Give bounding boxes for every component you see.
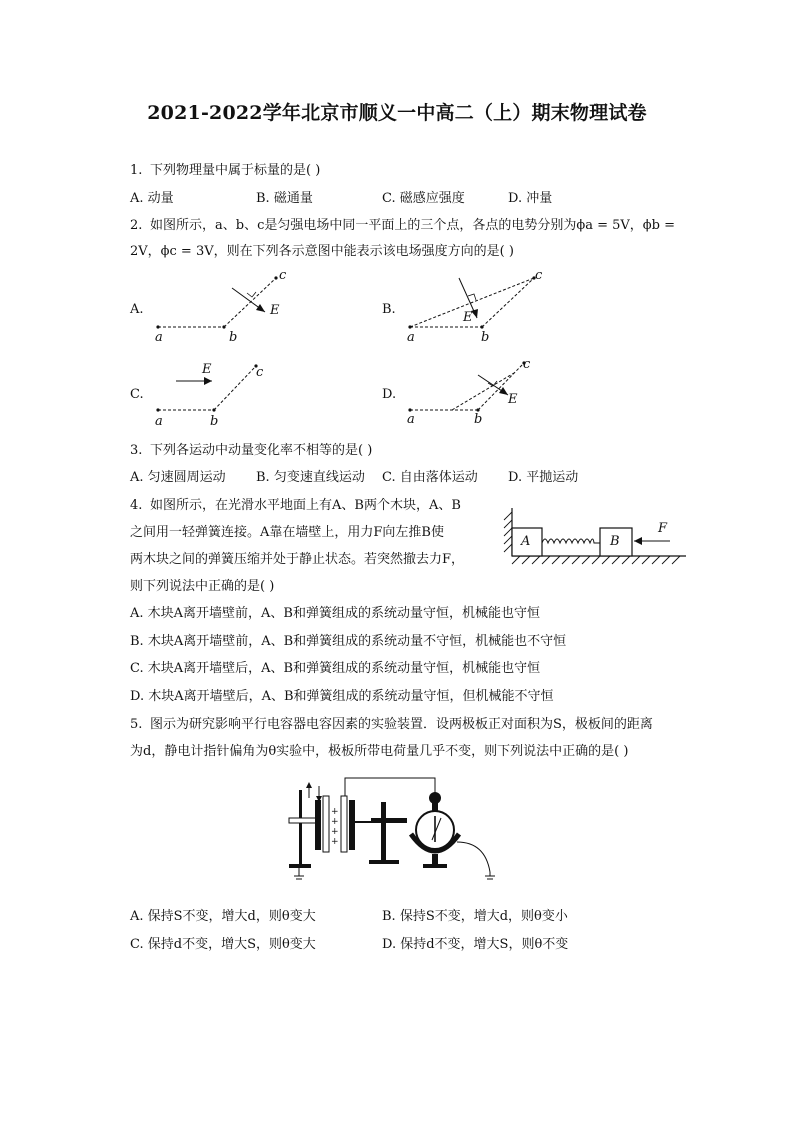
q5-option-c: C. 保持d不变，增大S，则θ变大 (130, 937, 316, 952)
question-5-number: 5. (130, 717, 143, 732)
q2b-point-a: a (407, 330, 415, 345)
question-1-number: 1. (130, 163, 143, 178)
question-4-stem-line4: 则下列说法中正确的是( ) (130, 579, 275, 594)
q2c-field-e: E (202, 362, 212, 377)
q2b-point-c: c (535, 268, 543, 283)
q2c-point-a: a (155, 414, 163, 429)
q1-option-d: D. 冲量 (508, 191, 553, 206)
question-3-number: 3. (130, 443, 143, 458)
q5-option-b: B. 保持S不变，增大d，则θ变小 (382, 909, 568, 924)
question-4-text-1: 如图所示，在光滑水平地面上有A、B两个木块，A、B (150, 498, 461, 513)
q2a-point-c: c (279, 268, 287, 283)
page-title: 2021-2022学年北京市顺义一中高二（上）期末物理试卷 (147, 102, 647, 124)
q2b-field-e: E (463, 310, 473, 325)
svg-text:+: + (331, 817, 339, 827)
q2d-field-e: E (508, 392, 518, 407)
q4-force-f: F (658, 521, 668, 536)
q2-option-b-label: B. (382, 302, 396, 317)
q2-option-a-label: A. (130, 302, 144, 317)
question-2-stem-line1 (130, 218, 675, 234)
q4-option-b: B. 木块A离开墙壁前，A、B和弹簧组成的系统动量不守恒，机械能也不守恒 (130, 634, 567, 649)
q1-option-a: A. 动量 (130, 191, 174, 206)
svg-text:+: + (331, 807, 339, 817)
question-4-stem-line1 (130, 498, 461, 514)
q1-option-c: C. 磁感应强度 (382, 191, 465, 206)
svg-text:+: + (331, 827, 339, 837)
q2b-point-b: b (481, 330, 490, 345)
svg-text:+: + (331, 837, 339, 847)
q2-option-d-label: D. (382, 387, 397, 402)
q2-option-c-label: C. (130, 387, 144, 402)
question-3-stem (130, 443, 372, 459)
q2d-point-b: b (474, 412, 483, 427)
question-4-stem-line2: 之间用一轻弹簧连接。A靠在墙壁上，用力F向左推B使 (130, 525, 444, 540)
q2-diagram-b (402, 270, 552, 350)
q3-option-a: A. 匀速圆周运动 (130, 470, 226, 485)
question-1-stem (130, 163, 320, 179)
q2c-point-c: c (256, 365, 264, 380)
question-2-stem-line2: 2V，ϕc = 3V，则在下列各示意图中能表示该电场强度方向的是( ) (130, 244, 514, 259)
q4-block-b: B (610, 534, 620, 549)
q5-option-d: D. 保持d不变，增大S，则θ不变 (382, 937, 569, 952)
question-3-text: 下列各运动中动量变化率不相等的是( ) (150, 443, 373, 458)
question-5-stem-line1 (130, 717, 653, 733)
q2a-point-a: a (155, 330, 163, 345)
question-4-number: 4. (130, 498, 143, 513)
q2d-point-a: a (407, 412, 415, 427)
q3-option-d: D. 平抛运动 (508, 470, 579, 485)
q2c-point-b: b (210, 414, 219, 429)
q5-capacitor-apparatus (285, 772, 520, 887)
question-5-text-1: 图示为研究影响平行电容器电容因素的实验装置．设两极板正对面积为S，极板间的距离 (150, 717, 653, 732)
question-2-text-1: 如图所示，a、b、c是匀强电场中同一平面上的三个点，各点的电势分别为ϕa = 5V，ϕb = (150, 218, 675, 233)
q2a-point-b: b (229, 330, 238, 345)
q4-option-a: A. 木块A离开墙壁前，A、B和弹簧组成的系统动量守恒，机械能也守恒 (130, 606, 540, 621)
q2d-point-c: c (523, 357, 531, 372)
question-5-stem-line2: 为d，静电计指针偏角为θ实验中，极板所带电荷量几乎不变，则下列说法中正确的是( ) (130, 744, 629, 759)
q1-option-b: B. 磁通量 (256, 191, 313, 206)
q4-option-d: D. 木块A离开墙壁后，A、B和弹簧组成的系统动量守恒，但机械能不守恒 (130, 689, 554, 704)
q2-diagram-d (402, 355, 542, 430)
question-1-text: 下列物理量中属于标量的是( ) (150, 163, 321, 178)
q3-option-b: B. 匀变速直线运动 (256, 470, 365, 485)
q5-option-a: A. 保持S不变，增大d，则θ变大 (130, 909, 316, 924)
q3-option-c: C. 自由落体运动 (382, 470, 478, 485)
q4-block-a: A (521, 534, 531, 549)
q2-diagram-a (150, 270, 290, 350)
q2a-field-e: E (270, 303, 280, 318)
question-4-stem-line3: 两木块之间的弹簧压缩并处于静止状态。若突然撤去力F， (130, 552, 465, 567)
question-2-number: 2. (130, 218, 143, 233)
q4-option-c: C. 木块A离开墙壁后，A、B和弹簧组成的系统动量守恒，机械能也守恒 (130, 661, 541, 676)
